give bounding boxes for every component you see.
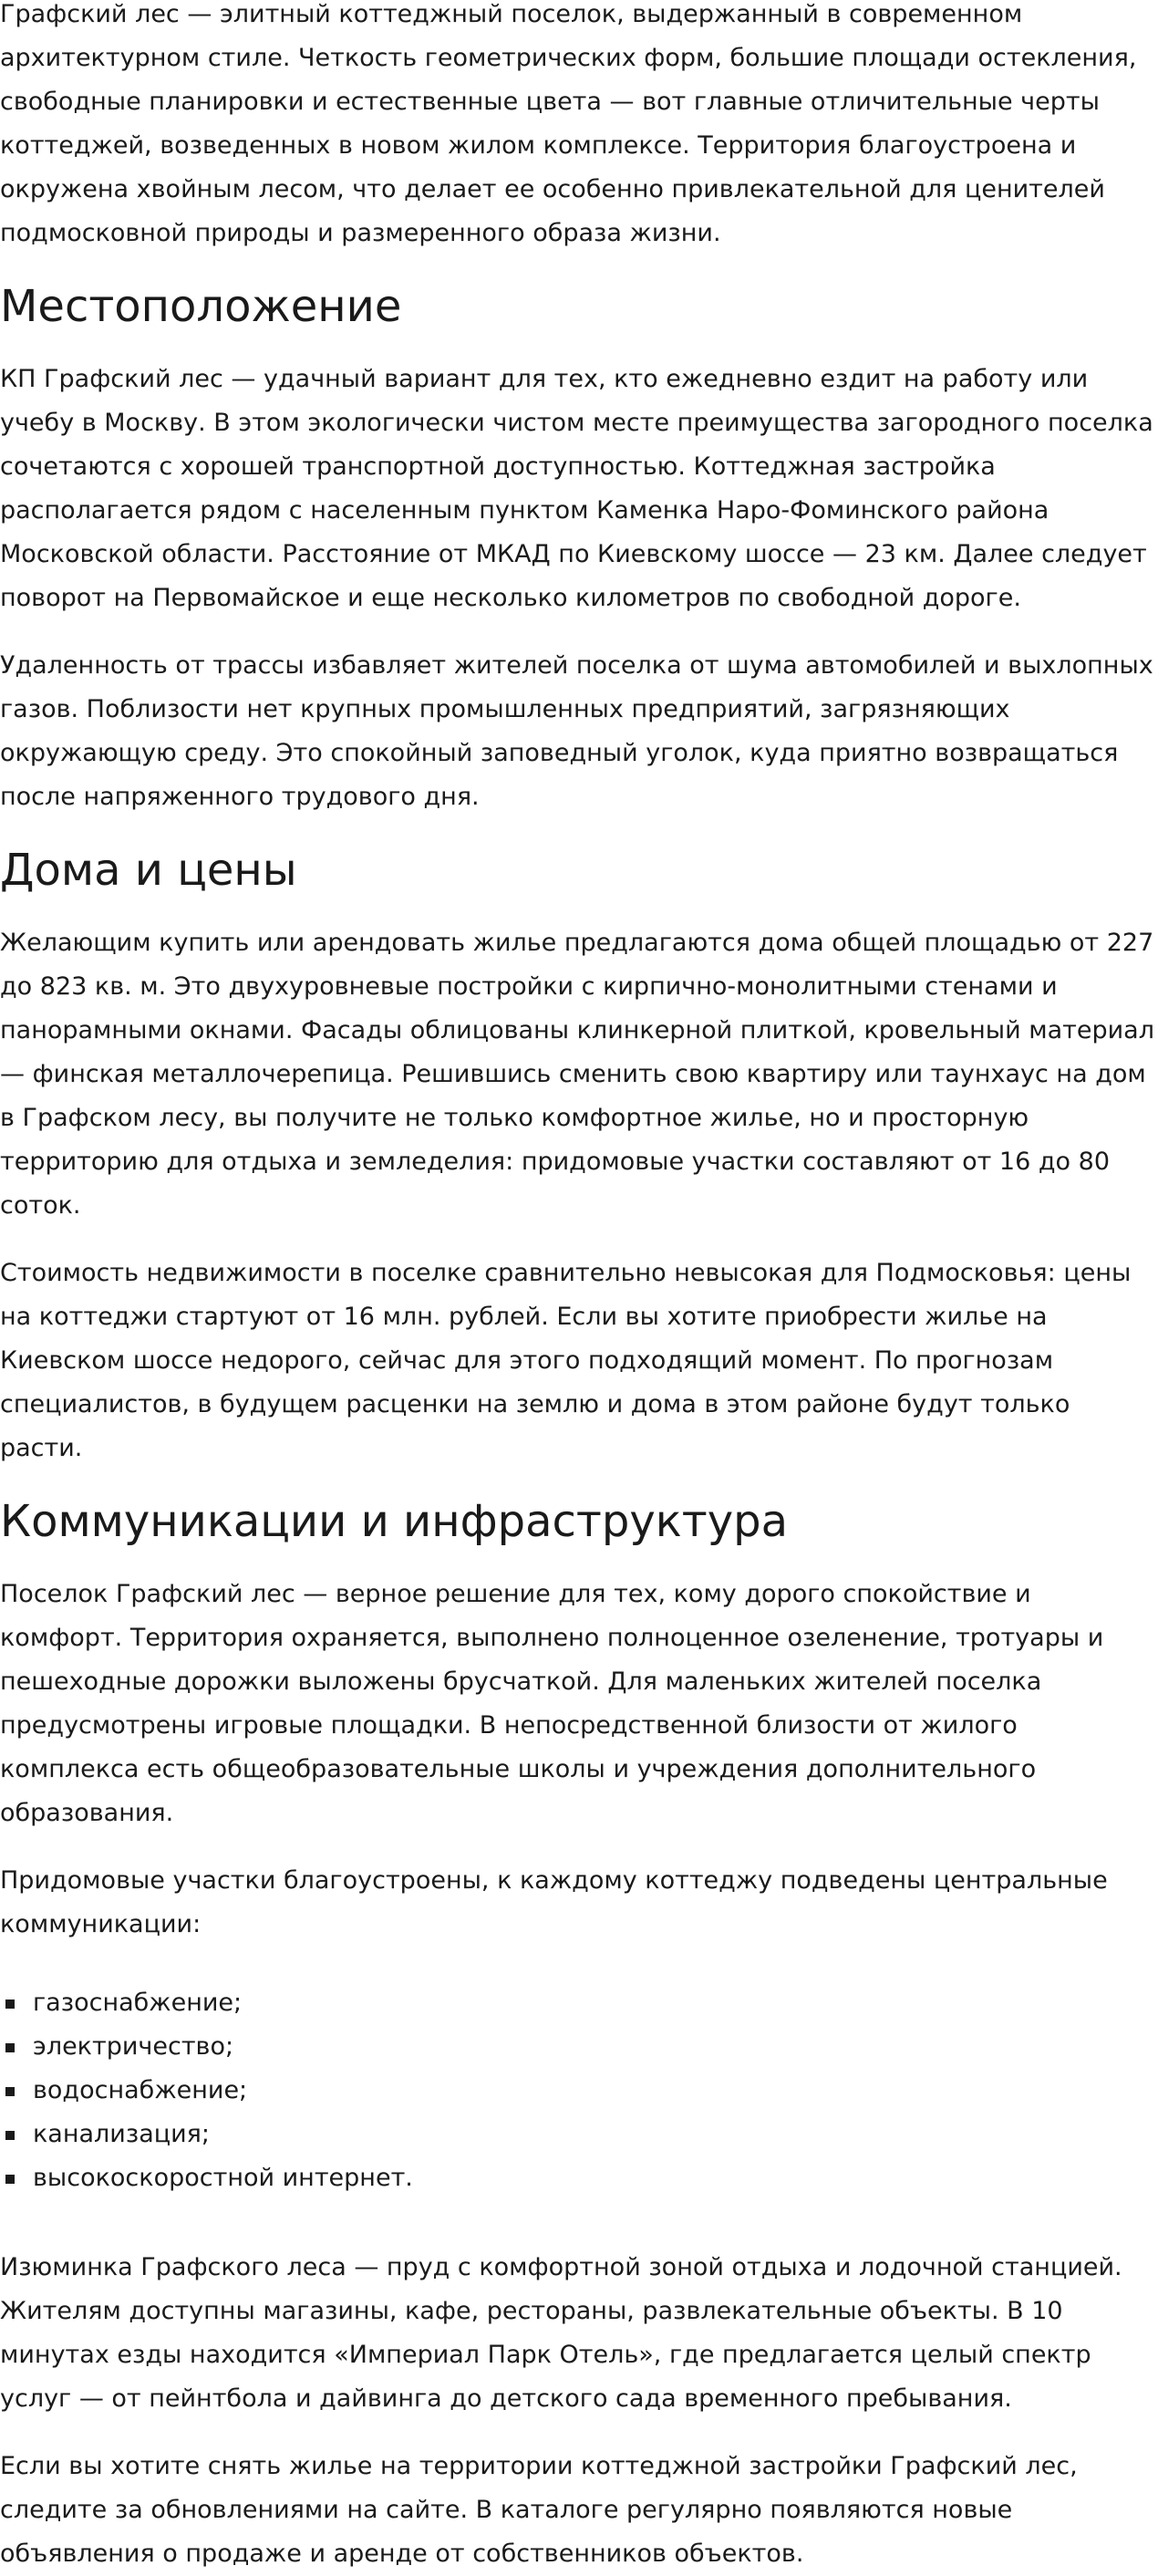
location-paragraph-1: КП Графский лес — удачный вариант для тех, кто ежедневно ездит на работу или учебу в Москву. В этом экологически чистом месте преимущества загородного поселка сочетаются с хорошей транспортной доступностью. Коттеджная застройка располагается рядом с населенным пунктом Каменка Наро-Фоминского района Московской области. Расстояние от МКАД по Киевскому шоссе — 23 км. Далее следует поворот на Первомайское и еще несколько километров по свободной дороге. [0, 365, 1153, 612]
houses-paragraph-2: Стоимость недвижимости в поселке сравнительно невысокая для Подмосковья: цены на коттеджи стартуют от 16 млн. рублей. Если вы хотите приобрести жилье на Киевском шоссе недорого, сейчас для этого подходящий момент. По прогнозам специалистов, в будущем расценки на землю и дома в этом районе будут только расти. [0, 1259, 1132, 1462]
houses-heading: Дома и цены [0, 845, 297, 896]
list-item-text: высокоскоростной интернет. [33, 2164, 413, 2192]
list-item-text: канализация; [33, 2120, 211, 2148]
list-item [0, 2025, 1158, 2069]
bullet-icon [5, 2087, 15, 2096]
infra-paragraph-4: Если вы хотите снять жилье на территории коттеджной застройки Графский лес, следите за обновлениями на сайте. В каталоге регулярно появляются новые объявления о продаже и аренде от собственников объектов. [0, 2452, 1078, 2568]
bullet-icon [5, 2043, 15, 2052]
utilities-list [0, 1981, 1158, 2200]
bullet-icon [5, 2131, 15, 2140]
bullet-icon [5, 2175, 15, 2184]
list-item [0, 2113, 1158, 2156]
list-item-text: электричество; [33, 2032, 234, 2061]
list-item-text: газоснабжение; [33, 1989, 243, 2017]
list-item-text: водоснабжение; [33, 2076, 248, 2104]
infra-heading: Коммуникации и инфраструктура [0, 1496, 788, 1547]
location-heading: Местоположение [0, 281, 402, 332]
houses-paragraph-1: Желающим купить или арендовать жилье предлагаются дома общей площадью от 227 до 823 кв. м. Это двухуровневые постройки с кирпично-монолитными стенами и панорамными окнами. Фасады облицованы клинкерной плиткой, кровельный материал — финская металлочерепица. Решившись сменить свою квартиру или таунхаус на дом в Графском лесу, вы получите не только комфортное жилье, но и просторную территорию для отдыха и земледелия: придомовые участки составляют от 16 до 80 соток. [0, 929, 1154, 1220]
infra-paragraph-1: Поселок Графский лес — верное решение для тех, кому дорого спокойствие и комфорт. Территория охраняется, выполнено полноценное озеленение, тротуары и пешеходные дорожки выложены брусчаткой. Для маленьких жителей поселка предусмотрены игровые площадки. В непосредственной близости от жилого комплекса есть общеобразовательные школы и учреждения дополнительного образования. [0, 1580, 1104, 1827]
list-item [0, 2069, 1158, 2113]
list-item [0, 2156, 1158, 2200]
infra-paragraph-3: Изюминка Графского леса — пруд с комфортной зоной отдыха и лодочной станцией. Жителям доступны магазины, кафе, рестораны, развлекательные объекты. В 10 минутах езды находится «Империал Парк Отель», где предлагается целый спектр услуг — от пейнтбола и дайвинга до детского сада временного пребывания. [0, 2253, 1122, 2413]
infra-paragraph-2: Придомовые участки благоустроены, к каждому коттеджу подведены центральные коммуникации: [0, 1866, 1108, 1938]
intro-paragraph: Графский лес — элитный коттеджный поселок, выдержанный в современном архитектурном стиле. Четкость геометрических форм, большие площади остекления, свободные планировки и естественные цвета — вот главные отличительные черты коттеджей, возведенных в новом жилом комплексе. Территория благоустроена и окружена хвойным лесом, что делает ее особенно привлекательной для ценителей подмосковной природы и размеренного образа жизни. [0, 0, 1137, 247]
location-paragraph-2: Удаленность от трассы избавляет жителей поселка от шума автомобилей и выхлопных газов. Поблизости нет крупных промышленных предприятий, загрязняющих окружающую среду. Это спокойный заповедный уголок, куда приятно возвращаться после напряженного трудового дня. [0, 651, 1153, 811]
bullet-icon [5, 2000, 15, 2009]
list-item [0, 1981, 1158, 2025]
